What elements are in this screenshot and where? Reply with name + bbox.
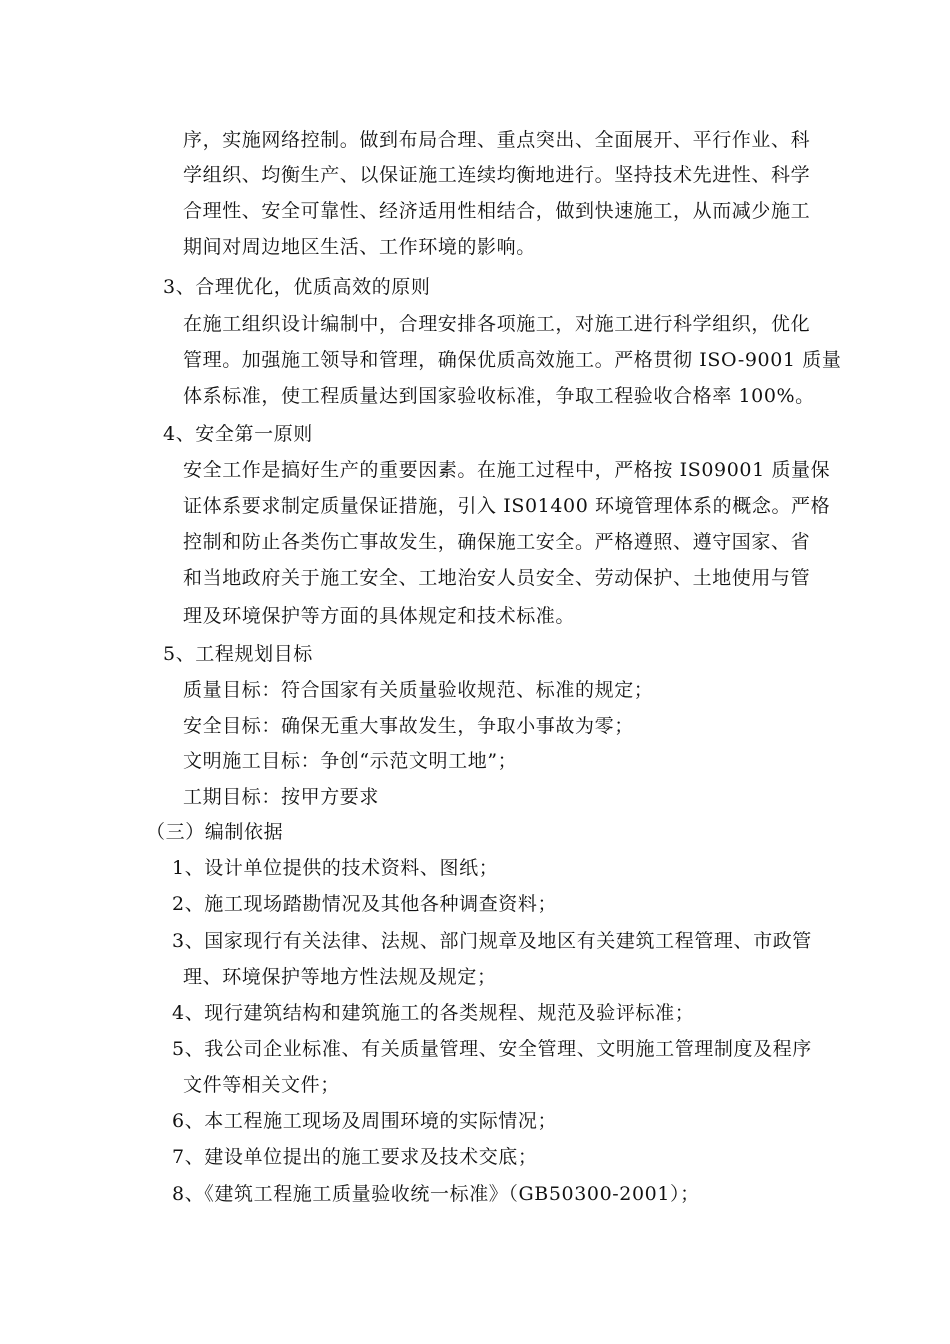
paragraph-line: 控制和防止各类伤亡事故发生，确保施工安全。严格遵照、遵守国家、省 xyxy=(183,531,811,553)
paragraph-line: 学组织、均衡生产、以保证施工连续均衡地进行。坚持技术先进性、科学 xyxy=(183,164,811,186)
chapter-heading: （三）编制依据 xyxy=(146,821,284,843)
basis-item: 6、本工程施工现场及周围环境的实际情况； xyxy=(172,1110,558,1132)
section-heading: 5、工程规划目标 xyxy=(163,643,313,665)
paragraph-line: 体系标准，使工程质量达到国家验收标准，争取工程验收合格率 100%。 xyxy=(183,385,815,407)
target-item: 工期目标：按甲方要求 xyxy=(183,786,380,808)
target-item: 安全目标：确保无重大事故发生，争取小事故为零； xyxy=(183,715,634,737)
paragraph-line: 和当地政府关于施工安全、工地治安人员安全、劳动保护、土地使用与管 xyxy=(183,567,811,589)
paragraph-line: 理及环境保护等方面的具体规定和技术标准。 xyxy=(183,605,576,627)
paragraph-line: 在施工组织设计编制中，合理安排各项施工，对施工进行科学组织，优化 xyxy=(183,313,811,335)
basis-item: 5、我公司企业标准、有关质量管理、安全管理、文明施工管理制度及程序 xyxy=(172,1038,812,1060)
target-item: 文明施工目标：争创“示范文明工地”； xyxy=(183,750,518,772)
section-heading: 3、合理优化，优质高效的原则 xyxy=(163,276,431,298)
basis-item: 3、国家现行有关法律、法规、部门规章及地区有关建筑工程管理、市政管 xyxy=(172,930,812,952)
section-heading: 4、安全第一原则 xyxy=(163,423,313,445)
basis-item: 8、《建筑工程施工质量验收统一标准》（GB50300-2001）； xyxy=(172,1183,700,1205)
basis-item: 4、现行建筑结构和建筑施工的各类规程、规范及验评标准； xyxy=(172,1002,695,1024)
basis-item: 2、施工现场踏勘情况及其他各种调查资料； xyxy=(172,893,558,915)
basis-item: 7、建设单位提出的施工要求及技术交底； xyxy=(172,1146,538,1168)
paragraph-line: 序，实施网络控制。做到布局合理、重点突出、全面展开、平行作业、科 xyxy=(183,129,811,151)
paragraph-line: 管理。加强施工领导和管理，确保优质高效施工。严格贯彻 ISO-9001 质量 xyxy=(183,349,842,371)
paragraph-line: 期间对周边地区生活、工作环境的影响。 xyxy=(183,236,536,258)
target-item: 质量目标：符合国家有关质量验收规范、标准的规定； xyxy=(183,679,654,701)
paragraph-line: 安全工作是搞好生产的重要因素。在施工过程中，严格按 IS09001 质量保 xyxy=(183,459,831,481)
paragraph-line: 证体系要求制定质量保证措施，引入 IS01400 环境管理体系的概念。严格 xyxy=(183,495,831,517)
basis-item: 1、设计单位提供的技术资料、图纸； xyxy=(172,857,499,879)
paragraph-line: 合理性、安全可靠性、经济适用性相结合，做到快速施工，从而减少施工 xyxy=(183,200,811,222)
basis-item-continuation: 文件等相关文件； xyxy=(183,1074,340,1096)
basis-item-continuation: 理、环境保护等地方性法规及规定； xyxy=(183,966,497,988)
